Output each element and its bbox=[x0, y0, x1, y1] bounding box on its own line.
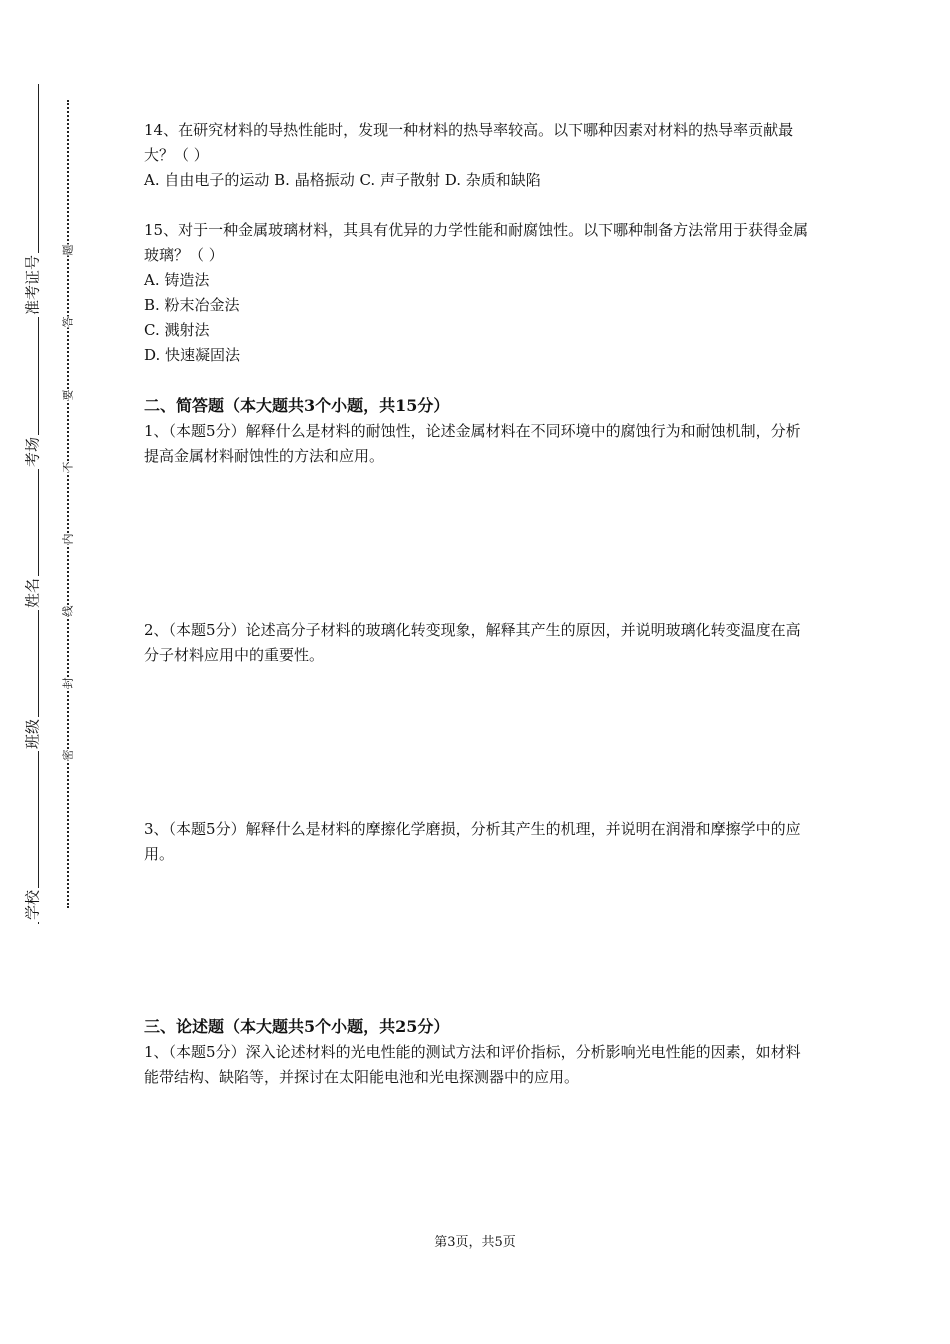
short-answer-question-2: 2、（本题5分）论述高分子材料的玻璃化转变现象，解释其产生的原因，并说明玻璃化转变温度在高分子材料应用中的重要性。 bbox=[144, 621, 801, 664]
seal-char: 线 bbox=[61, 605, 75, 617]
binding-solid-line bbox=[38, 84, 39, 924]
binding-strip bbox=[0, 0, 110, 1344]
question-14-text: 14、在研究材料的导热性能时，发现一种材料的热导率较高。以下哪种因素对材料的热导率贡献最大？（ ） bbox=[144, 121, 794, 164]
seal-char: 封 bbox=[61, 677, 75, 689]
question-15-option-a: A. 铸造法 bbox=[144, 271, 210, 289]
class-label: 班级 bbox=[23, 718, 42, 750]
question-14-options: A. 自由电子的运动 B. 晶格振动 C. 声子散射 D. 杂质和缺陷 bbox=[144, 171, 541, 189]
section-2 bbox=[144, 393, 814, 469]
question-15 bbox=[144, 218, 814, 368]
seal-char: 答 bbox=[61, 316, 75, 328]
name-label: 姓名 bbox=[23, 577, 42, 609]
seal-char: 要 bbox=[61, 389, 75, 401]
question-15-text: 15、对于一种金属玻璃材料，其具有优异的力学性能和耐腐蚀性。以下哪种制备方法常用于获得金属玻璃？（ ） bbox=[144, 221, 809, 264]
section-2-title: 二、简答题（本大题共3个小题，共15分） bbox=[144, 396, 450, 415]
short-answer-question-2-block bbox=[144, 618, 814, 668]
question-15-option-d: D. 快速凝固法 bbox=[144, 346, 241, 364]
seal-char: 题 bbox=[61, 244, 75, 256]
exam-room-label: 考场 bbox=[23, 436, 42, 468]
section-3-title: 三、论述题（本大题共5个小题，共25分） bbox=[144, 1017, 450, 1036]
essay-question-1: 1、（本题5分）深入论述材料的光电性能的测试方法和评价指标，分析影响光电性能的因素，如材料能带结构、缺陷等，并探讨在太阳能电池和光电探测器中的应用。 bbox=[144, 1043, 801, 1086]
page-number: 第3页，共5页 bbox=[434, 1235, 516, 1250]
question-14 bbox=[144, 118, 814, 193]
seal-dotted-line bbox=[67, 100, 69, 908]
admission-number-label: 准考证号 bbox=[23, 254, 42, 316]
short-answer-question-3-block bbox=[144, 817, 814, 867]
seal-char: 密 bbox=[61, 749, 75, 761]
seal-char: 不 bbox=[61, 461, 75, 473]
seal-char: 内 bbox=[61, 533, 75, 545]
question-15-option-b: B. 粉末冶金法 bbox=[144, 296, 240, 314]
school-label: 学校 bbox=[23, 889, 42, 921]
section-3 bbox=[144, 1014, 814, 1090]
question-15-option-c: C. 溅射法 bbox=[144, 321, 210, 339]
short-answer-question-1: 1、（本题5分）解释什么是材料的耐蚀性，论述金属材料在不同环境中的腐蚀行为和耐蚀机制，分析提高金属材料耐蚀性的方法和应用。 bbox=[144, 422, 801, 465]
short-answer-question-3: 3、（本题5分）解释什么是材料的摩擦化学磨损，分析其产生的机理，并说明在润滑和摩擦学中的应用。 bbox=[144, 820, 801, 863]
